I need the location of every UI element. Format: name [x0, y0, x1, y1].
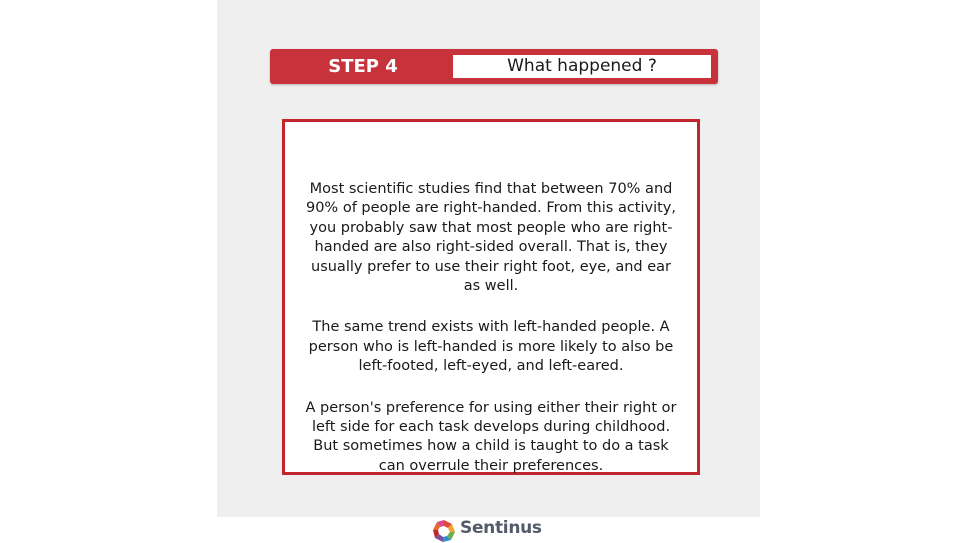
- step-title: What happened ?: [453, 55, 711, 78]
- paragraph-1: Most scientific studies find that between 70% and 90% of people are right-handed. From this activity, you probably saw that most people who are right-handed are also right-sided overall. That is, they usually prefer to use their right foot, eye, and ear as well.: [305, 181, 676, 295]
- logo-text: Sentinus: [460, 518, 542, 538]
- step-label: STEP 4: [328, 56, 398, 77]
- paragraph-2: The same trend exists with left-handed people. A person who is left-handed is more likely to also be left-footed, left-eyed, and left-eared.: [308, 319, 674, 375]
- footer-logo: [432, 517, 542, 540]
- paragraph-3: A person's preference for using either their right or left side for each task develops during childhood. But sometimes how a child is taught to do a task can overrule their preferences.: [305, 399, 677, 474]
- sentinus-logo-icon: [432, 519, 456, 543]
- content-box: [282, 119, 700, 475]
- step-header-bar: [270, 49, 718, 84]
